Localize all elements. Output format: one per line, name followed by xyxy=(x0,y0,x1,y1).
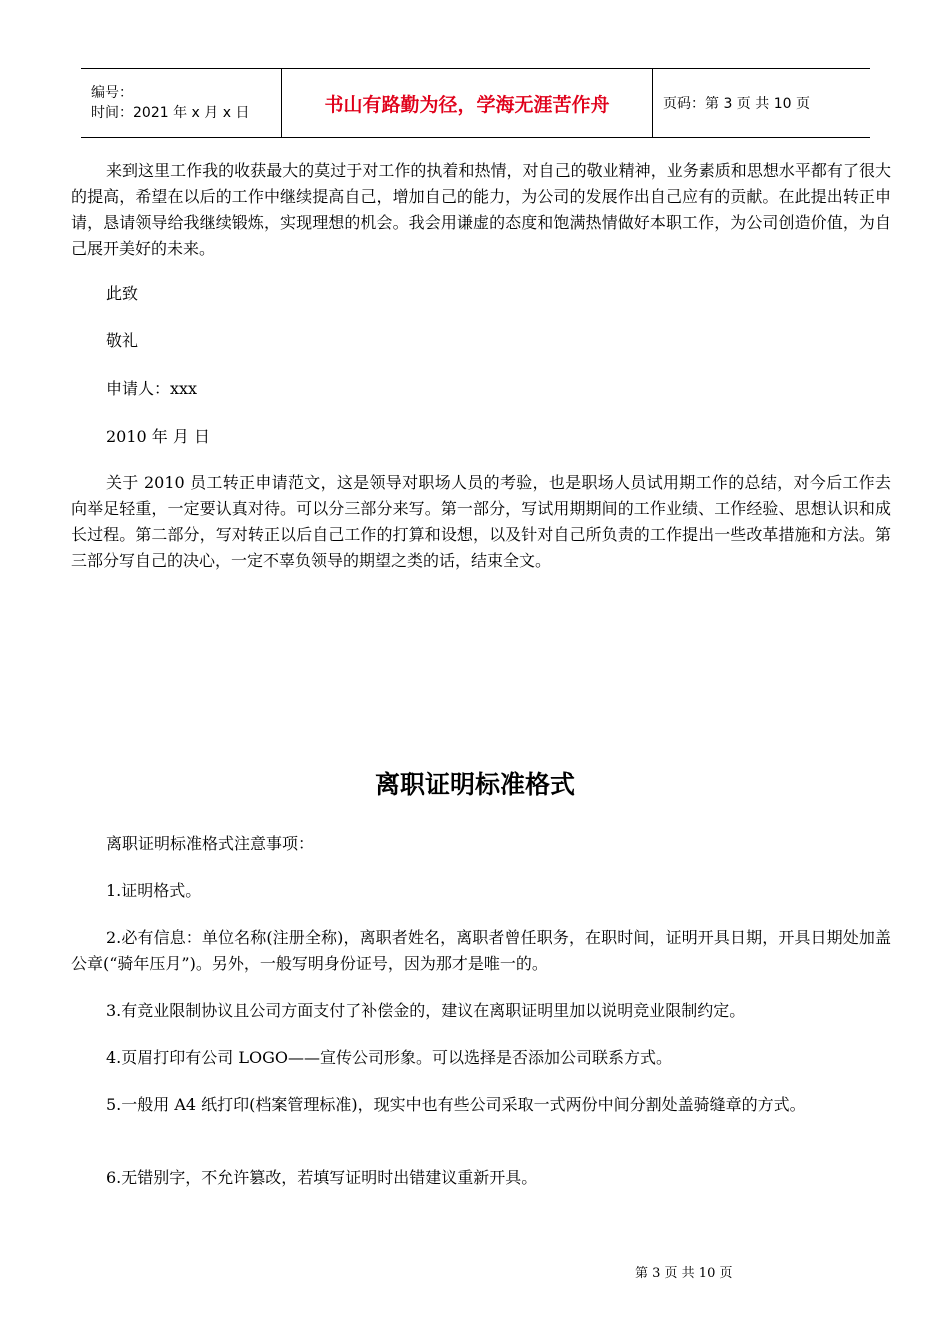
section-intro: 离职证明标准格式注意事项： xyxy=(106,834,315,853)
section-item-5-block xyxy=(71,1092,891,1118)
body-paragraph: 关于 2010 员工转正申请范文，这是领导对职场人员的考验，也是职场人员试用期工作的总结，对今后工作去向举足轻重，一定要认真对待。可以分三部分来写。第一部分，写试用期期间的工作业绩、工作经验、思想认识和成长过程。第二部分，写对转正以后自己工作的打算和设想，以及针对自己所负责的工作提出一些改革措施和方法。第三部分写自己的决心，一定不辜负领导的期望之类的话，结束全文。 xyxy=(71,473,891,570)
section-item-5: 5.一般用 A4 纸打印(档案管理标准)，现实中也有些公司采取一式两份中间分割处盖骑缝章的方式。 xyxy=(106,1095,806,1114)
section-title: 离职证明标准格式 xyxy=(374,770,575,799)
page-header xyxy=(81,68,870,138)
body-paragraph-1-block xyxy=(71,158,891,262)
header-meta xyxy=(81,69,281,137)
date-line: 2010 年 月 日 xyxy=(106,427,210,446)
body-paragraph: 来到这里工作我的收获最大的莫过于对工作的执着和热情，对自己的敬业精神，业务素质和思想水平都有了很大的提高，希望在以后的工作中继续提高自己，增加自己的能力，为公司的发展作出自己应有的贡献。在此提出转正申请，恳请领导给我继续锻炼，实现理想的机会。我会用谦虚的态度和饱满热情做好本职工作，为公司创造价值，为自己展开美好的未来。 xyxy=(71,161,891,258)
page-footer: 第 3 页 共 10 页 xyxy=(635,1266,733,1281)
applicant-line: 申请人：xxx xyxy=(106,379,198,398)
header-page-info: 页码：第 3 页 共 10 页 xyxy=(663,96,810,112)
section-item-2: 2.必有信息：单位名称(注册全称)，离职者姓名，离职者曾任职务，在职时间，证明开具日期，开具日期处加盖公章(“骑年压月”)。另外，一般写明身份证号，因为那才是唯一的。 xyxy=(71,928,891,973)
section-item-3: 3.有竞业限制协议且公司方面支付了补偿金的，建议在离职证明里加以说明竞业限制约定。 xyxy=(106,1001,746,1020)
section-item-2-block xyxy=(71,925,891,977)
closing-line-1: 此致 xyxy=(106,284,139,303)
header-motto: 书山有路勤为径，学海无涯苦作舟 xyxy=(281,69,653,137)
doc-time-label: 时间：2021 年 x 月 x 日 xyxy=(91,105,250,121)
section-item-6: 6.无错别字，不允许篡改，若填写证明时出错建议重新开具。 xyxy=(106,1168,538,1187)
doc-number-label: 编号： xyxy=(91,85,133,101)
closing-line-2: 敬礼 xyxy=(106,331,139,350)
section-item-4: 4.页眉打印有公司 LOGO——宣传公司形象。可以选择是否添加公司联系方式。 xyxy=(106,1048,672,1067)
body-paragraph-2-block xyxy=(71,470,891,574)
section-item-1: 1.证明格式。 xyxy=(106,881,202,900)
